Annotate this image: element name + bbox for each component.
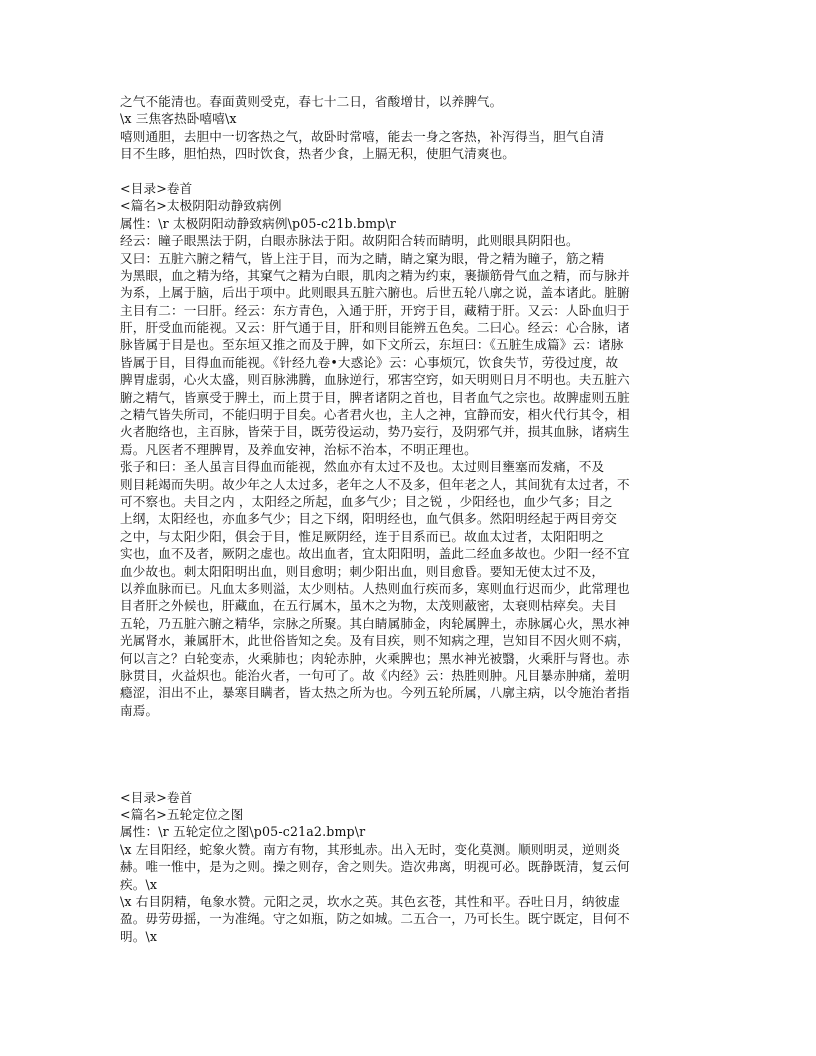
text-line: 以养血脉而已。凡血太多则溢，太少则枯。人热则血行疾而多，寒则血行迟而少，此常理也 bbox=[120, 580, 630, 596]
text-line: 嘻则通胆，去胆中一切客热之气，故卧时常嘻，能去一身之客热，补泻得当，胆气自清 bbox=[120, 128, 605, 144]
text-line: 经云：瞳子眼黑法于阴，白眼赤脉法于阳。故阴阳合转而睛明，此则眼具阴阳也。 bbox=[120, 233, 579, 249]
chapter-title: <篇名>五轮定位之图 bbox=[120, 807, 244, 823]
text-line: 疾。\x bbox=[120, 876, 158, 892]
text-line: 肝，肝受血而能视。又云：肝气通于目，肝和则目能辨五色矣。二曰心。经云：心合脉，诸 bbox=[120, 320, 630, 336]
section-taiji-yinyang bbox=[120, 180, 660, 771]
catalog-heading: <目录>卷首 bbox=[120, 180, 193, 196]
text-line: \x 左目阳经，蛇象火赞。南方有物，其形虬赤。出入无时，变化莫测。顺则明灵，逆则炎 bbox=[120, 841, 621, 857]
text-line: \x 三焦客热卧嘻嘻\x bbox=[120, 111, 237, 127]
text-line: 张子和曰：圣人虽言目得血而能视，然血亦有太过不及也。太过则目壅塞而发痛，不及 bbox=[120, 459, 605, 475]
text-line: 脾胃虚弱，心火太盛，则百脉沸腾，血脉逆行，邪害空窍，如天明则日月不明也。夫五脏六 bbox=[120, 372, 630, 388]
text-line bbox=[120, 736, 660, 753]
text-line: 又曰：五脏六腑之精气，皆上注于目，而为之睛，睛之窠为眼，骨之精为瞳子，筋之精 bbox=[120, 250, 605, 266]
text-line: 焉。凡医者不理脾胃，及养血安神，治标不治本，不明正理也。 bbox=[120, 441, 477, 457]
text-line: 目者肝之外候也，肝藏血，在五行属木，虽木之为物，太茂则蔽密，太衰则枯瘁矣。夫目 bbox=[120, 598, 618, 614]
text-line: 可不察也。夫目之内 ，太阳经之所起，血多气少；目之锐 ，少阳经也，血少气多；目之 bbox=[120, 493, 613, 509]
text-line: 之中，与太阳少阳，俱会于目，惟足厥阴经，连于目系而已。故血太过者，太阳阳明之 bbox=[120, 528, 605, 544]
attribute-line: 属性：\r 太极阴阳动静致病例\p05-c21b.bmp\r bbox=[120, 215, 396, 231]
section-sanjiao-kere bbox=[120, 93, 660, 163]
text-line: 为黑眼，血之精为络，其窠气之精为白眼，肌肉之精为约束，裹撷筋骨气血之精，而与脉并 bbox=[120, 267, 630, 283]
text-line bbox=[120, 754, 660, 771]
text-line: 实也，血不及者，厥阴之虚也。故出血者，宜太阳阳明，盖此二经血多故也。少阳一经不宜 bbox=[120, 546, 630, 562]
text-line: 腑之精气，皆禀受于脾土，而上贯于目，脾者诸阴之首也，目者血气之宗也。故脾虚则五脏 bbox=[120, 389, 630, 405]
catalog-heading: <目录>卷首 bbox=[120, 789, 193, 805]
text-line: 主目有二：一曰肝。经云：东方青色，入通于肝，开窍于目，藏精于肝。又云：人卧血归于 bbox=[120, 302, 630, 318]
section-wulun-dingwei bbox=[120, 789, 660, 946]
text-line: 盈。毋劳毋摇，一为准绳。守之如瓶，防之如城。二五合一，乃可长生。既宁既定，目何不 bbox=[120, 911, 630, 927]
text-line: 光属肾水，兼属肝木，此世俗皆知之矣。及有目疾，则不知病之理，岂知目不因火则不病， bbox=[120, 633, 630, 649]
paragraph-gap bbox=[120, 163, 660, 180]
text-line: 皆属于目，目得血而能视。《针经九卷•大惑论》云：心事烦冗，饮食失节，劳役过度，故 bbox=[120, 354, 619, 370]
text-line: 则目耗竭而失明。故少年之人太过多，老年之人不及多，但年老之人，其间犹有太过者，不 bbox=[120, 476, 630, 492]
text-line: 为系，上属于脑，后出于项中。此则眼具五脏六腑也。后世五轮八廓之说，盖本诸此。脏腑 bbox=[120, 285, 630, 301]
chapter-title: <篇名>太极阴阳动静致病例 bbox=[120, 198, 282, 214]
text-line: 之气不能清也。春面黄则受克，春七十二日，省酸增甘，以养脾气。 bbox=[120, 94, 503, 109]
text-line: 血少故也。刺太阳阳明出血，则目愈明；刺少阳出血，则目愈昏。要知无使太过不及， bbox=[120, 563, 605, 579]
text-line: 火者胞络也，主百脉，皆荣于目，既劳役运动，势乃妄行，及阴邪气并，损其血脉，诸病生 bbox=[120, 424, 630, 440]
text-line bbox=[120, 719, 660, 736]
text-line: 上纲，太阳经也，亦血多气少；目之下纲，阳明经也，血气俱多。然阳明经起于两目旁交 bbox=[120, 511, 618, 527]
text-line: 目不生眵，胆怕热，四时饮食，热者少食，上膈无积，使胆气清爽也。 bbox=[120, 146, 516, 162]
attribute-line: 属性：\r 五轮定位之图\p05-c21a2.bmp\r bbox=[120, 824, 366, 840]
text-line: 脉贯目，火益炽也。能治火者，一句可了。故《内经》云：热胜则肿。凡目暴赤肿痛，羞明 bbox=[120, 667, 630, 683]
text-line: 瘾涩，泪出不止，暴寒目瞒者，皆太热之所为也。今列五轮所属，八廓主病，以令施治者指 bbox=[120, 685, 630, 701]
text-line: 脉皆属于目是也。至东垣又推之而及于脾，如下文所云，东垣曰：《五脏生成篇》云：诸脉 bbox=[120, 337, 624, 353]
text-line: \x 右目阴精，龟象水赞。元阳之灵，坎水之英。其色玄苍，其性和平。吞吐日月，纳彼虚 bbox=[120, 893, 621, 909]
paragraph-gap bbox=[120, 771, 660, 788]
document-page bbox=[120, 93, 660, 945]
text-line: 明。\x bbox=[120, 928, 158, 944]
text-line: 之精气皆失所司，不能归明于目矣。心者君火也，主人之神，宜静而安，相火代行其令，相 bbox=[120, 407, 630, 423]
text-line: 五轮，乃五脏六腑之精华，宗脉之所聚。其白睛属肺金，肉轮属脾土，赤脉属心火，黑水神 bbox=[120, 615, 630, 631]
text-line: 何以言之？白轮变赤，火乘肺也；肉轮赤肿，火乘脾也；黑水神光被翳，火乘肝与肾也。赤 bbox=[120, 650, 630, 666]
text-line: 赫。唯一惟中，是为之则。操之则存，舍之则失。造次弗离，明视可必。既静既清，复云何 bbox=[120, 859, 630, 875]
text-line: 南焉。 bbox=[120, 702, 159, 718]
